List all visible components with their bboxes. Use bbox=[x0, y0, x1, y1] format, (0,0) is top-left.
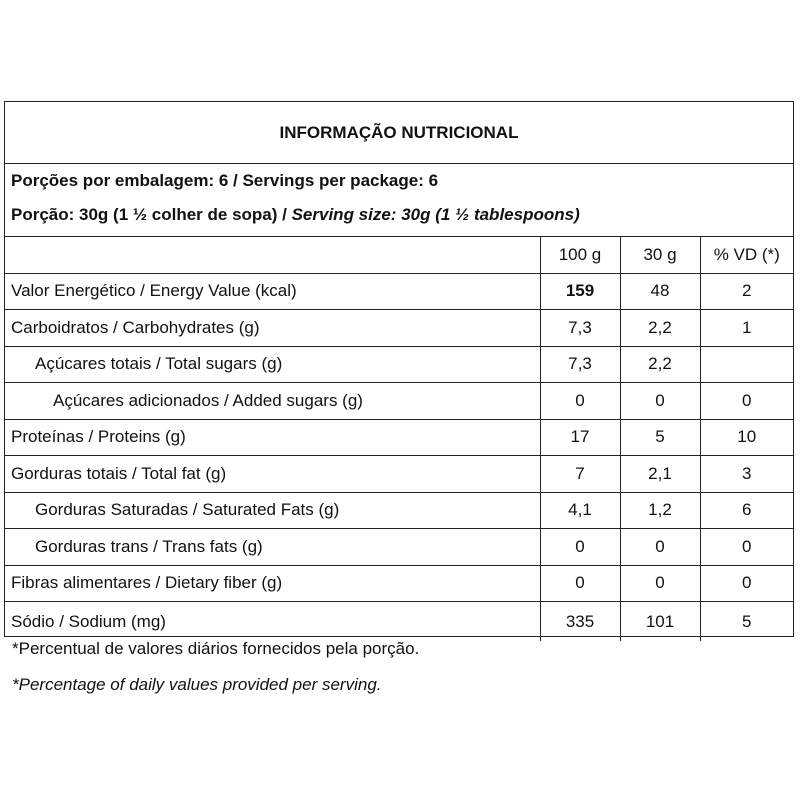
value-vd: 6 bbox=[700, 492, 793, 529]
label-title: INFORMAÇÃO NUTRICIONAL bbox=[5, 102, 793, 164]
table-row bbox=[5, 456, 793, 493]
row-label: Fibras alimentares / Dietary fiber (g) bbox=[5, 565, 540, 602]
header-30g: 30 g bbox=[620, 237, 700, 274]
value-vd bbox=[700, 346, 793, 383]
value-30g: 1,2 bbox=[620, 492, 700, 529]
value-30g: 2,2 bbox=[620, 346, 700, 383]
servings-per-package: Porções por embalagem: 6 / Servings per package: 6 bbox=[11, 171, 439, 190]
row-label: Gorduras trans / Trans fats (g) bbox=[5, 529, 540, 566]
value-vd: 0 bbox=[700, 383, 793, 420]
value-100g: 7,3 bbox=[540, 310, 620, 347]
value-100g: 0 bbox=[540, 529, 620, 566]
value-vd: 5 bbox=[700, 602, 793, 642]
row-label: Açúcares totais / Total sugars (g) bbox=[5, 346, 540, 383]
table-row bbox=[5, 419, 793, 456]
footnote-en: *Percentage of daily values provided per serving. bbox=[12, 675, 382, 694]
table-row bbox=[5, 492, 793, 529]
value-30g: 0 bbox=[620, 565, 700, 602]
value-vd: 1 bbox=[700, 310, 793, 347]
nutrition-label bbox=[4, 101, 794, 637]
value-100g: 0 bbox=[540, 383, 620, 420]
value-vd: 0 bbox=[700, 565, 793, 602]
value-100g: 7,3 bbox=[540, 346, 620, 383]
value-100g: 7 bbox=[540, 456, 620, 493]
row-label: Sódio / Sodium (mg) bbox=[5, 602, 540, 642]
value-vd: 2 bbox=[700, 273, 793, 310]
value-30g: 0 bbox=[620, 529, 700, 566]
row-label: Gorduras totais / Total fat (g) bbox=[5, 456, 540, 493]
serving-size bbox=[11, 205, 580, 225]
table-row bbox=[5, 383, 793, 420]
value-100g: 335 bbox=[540, 602, 620, 642]
serving-size-pt: Porção: 30g (1 ½ colher de sopa) / bbox=[11, 205, 292, 224]
footnote-pt: *Percentual de valores diários fornecidos pela porção. bbox=[12, 639, 420, 658]
header-blank bbox=[5, 237, 540, 274]
row-label: Proteínas / Proteins (g) bbox=[5, 419, 540, 456]
value-vd: 10 bbox=[700, 419, 793, 456]
value-30g: 0 bbox=[620, 383, 700, 420]
value-30g: 2,2 bbox=[620, 310, 700, 347]
row-label: Açúcares adicionados / Added sugars (g) bbox=[5, 383, 540, 420]
value-100g: 0 bbox=[540, 565, 620, 602]
table-row bbox=[5, 529, 793, 566]
header-vd: % VD (*) bbox=[700, 237, 793, 274]
value-30g: 48 bbox=[620, 273, 700, 310]
table-row bbox=[5, 346, 793, 383]
value-100g: 159 bbox=[540, 273, 620, 310]
nutrition-table bbox=[5, 236, 793, 641]
row-label: Gorduras Saturadas / Saturated Fats (g) bbox=[5, 492, 540, 529]
table-row bbox=[5, 602, 793, 642]
value-vd: 0 bbox=[700, 529, 793, 566]
row-label: Valor Energético / Energy Value (kcal) bbox=[5, 273, 540, 310]
header-100g: 100 g bbox=[540, 237, 620, 274]
value-100g: 4,1 bbox=[540, 492, 620, 529]
value-30g: 101 bbox=[620, 602, 700, 642]
table-row bbox=[5, 565, 793, 602]
row-label: Carboidratos / Carbohydrates (g) bbox=[5, 310, 540, 347]
value-30g: 5 bbox=[620, 419, 700, 456]
header-row bbox=[5, 237, 793, 274]
serving-size-en: Serving size: 30g (1 ½ tablespoons) bbox=[291, 205, 580, 224]
value-100g: 17 bbox=[540, 419, 620, 456]
table-row bbox=[5, 310, 793, 347]
table-row bbox=[5, 273, 793, 310]
value-30g: 2,1 bbox=[620, 456, 700, 493]
value-vd: 3 bbox=[700, 456, 793, 493]
